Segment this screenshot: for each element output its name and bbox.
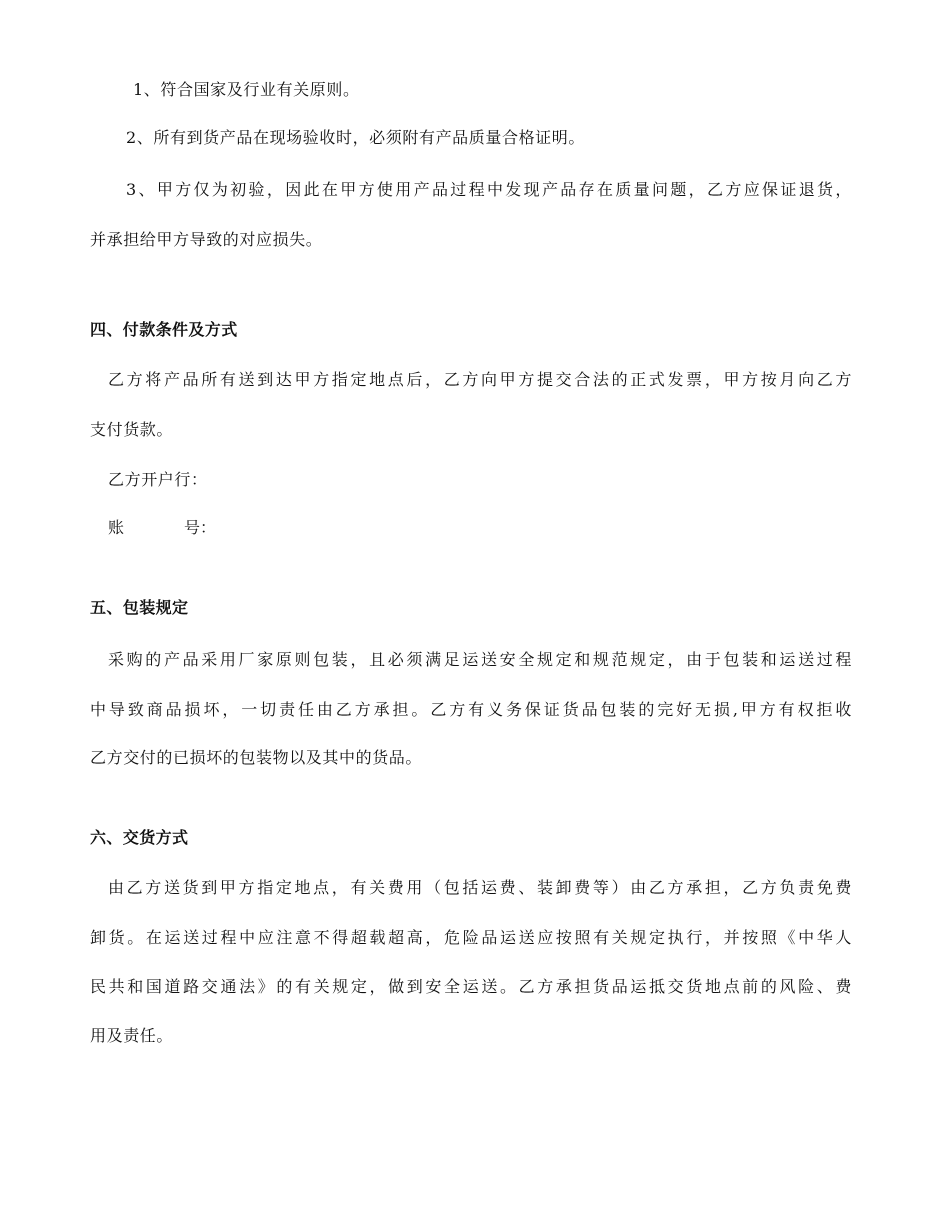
quality-item-3-line-1: 3、甲方仅为初验，因此在甲方使用产品过程中发现产品存在质量问题，乙方应保证退货， — [126, 180, 852, 199]
delivery-paragraph-line-4: 用及责任。 — [90, 1026, 174, 1045]
payment-paragraph-line-2: 支付货款。 — [90, 420, 174, 439]
section-heading-delivery: 六、交货方式 — [90, 828, 189, 847]
delivery-paragraph-line-1: 由乙方送货到甲方指定地点，有关费用（包括运费、装卸费等）由乙方承担，乙方负责免费 — [108, 878, 852, 897]
packaging-paragraph-line-3: 乙方交付的已损坏的包装物以及其中的货品。 — [90, 748, 423, 767]
quality-item-2: 2、所有到货产品在现场验收时，必须附有产品质量合格证明。 — [126, 128, 585, 147]
delivery-paragraph-line-3: 民共和国道路交通法》的有关规定，做到安全运送。乙方承担货品运抵交货地点前的风险、费 — [90, 977, 852, 996]
account-label-part-2: 号： — [184, 518, 217, 537]
payment-paragraph-line-1: 乙方将产品所有送到达甲方指定地点后，乙方向甲方提交合法的正式发票，甲方按月向乙方 — [108, 370, 852, 389]
quality-item-1: 1、符合国家及行业有关原则。 — [133, 80, 360, 99]
bank-label: 乙方开户行： — [108, 470, 208, 489]
section-heading-packaging: 五、包装规定 — [90, 598, 189, 617]
section-heading-payment: 四、付款条件及方式 — [90, 320, 238, 339]
delivery-paragraph-line-2: 卸货。在运送过程中应注意不得超载超高，危险品运送应按照有关规定执行，并按照《中华人 — [90, 928, 852, 947]
quality-item-3-line-2: 并承担给甲方导致的对应损失。 — [90, 230, 323, 249]
packaging-paragraph-line-2: 中导致商品损坏，一切责任由乙方承担。乙方有义务保证货品包装的完好无损,甲方有权拒收 — [90, 700, 852, 719]
account-label-part-1: 账 — [108, 518, 125, 537]
packaging-paragraph-line-1: 采购的产品采用厂家原则包装，且必须满足运送安全规定和规范规定，由于包装和运送过程 — [108, 650, 852, 669]
